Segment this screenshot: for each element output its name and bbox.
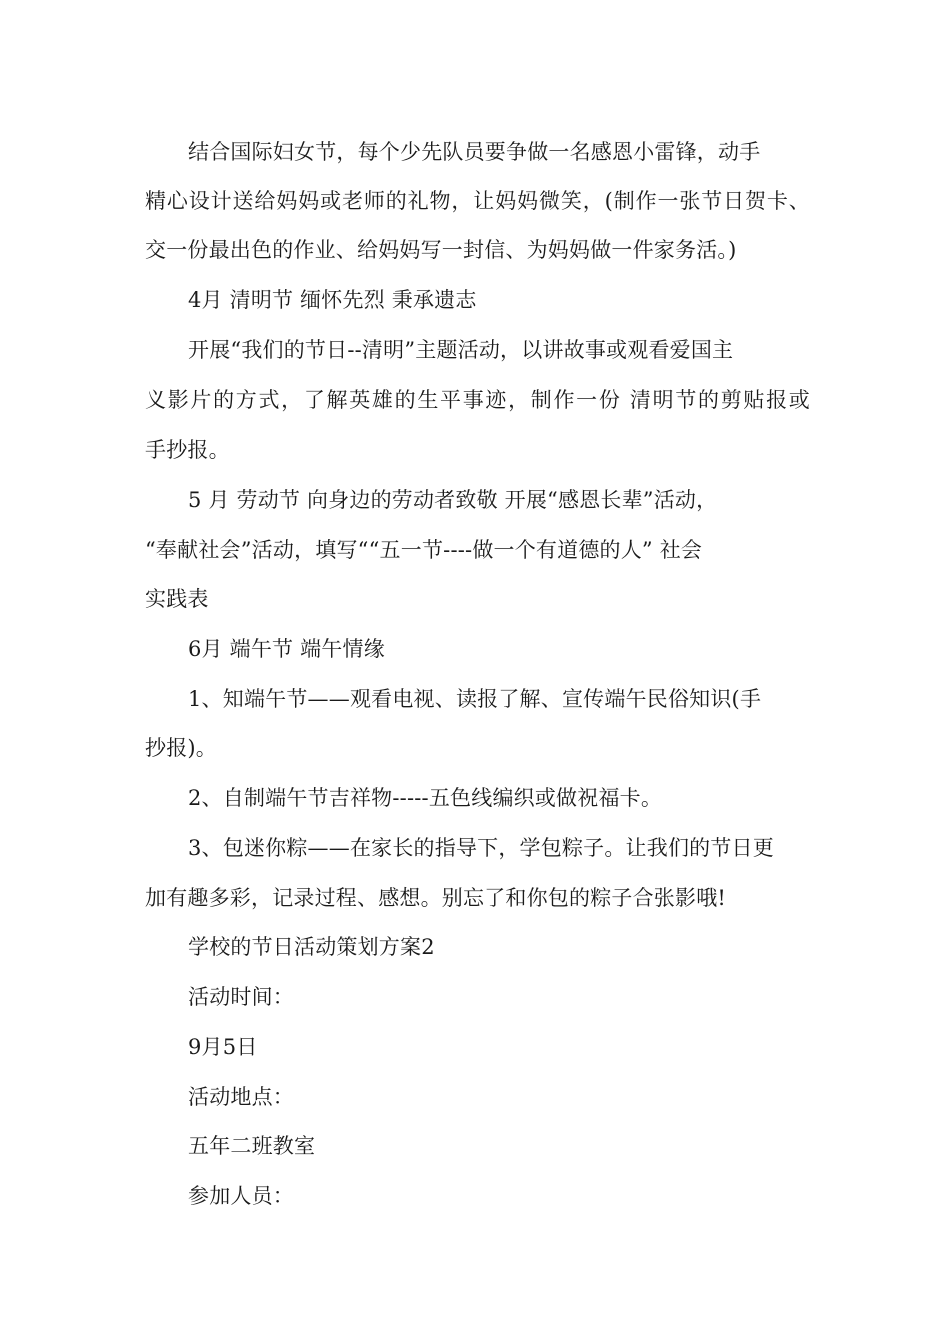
paragraph-line: 结合国际妇女节，每个少先队员要争做一名感恩小雷锋，动手 (188, 140, 761, 164)
field-value: 五年二班教室 (188, 1134, 316, 1158)
section-title: 学校的节日活动策划方案2 (188, 935, 435, 959)
paragraph-line: “奉献社会”活动，填写““五一节----做一个有道德的人” 社会 (145, 538, 703, 562)
paragraph-line: 精心设计送给妈妈或老师的礼物，让妈妈微笑，(制作一张节日贺卡、 (145, 189, 810, 213)
paragraph-line: 义影片的方式，了解英雄的生平事迹，制作一份 清明节的剪贴报或 (145, 388, 810, 412)
field-label: 活动地点： (188, 1085, 294, 1109)
field-label: 参加人员： (188, 1184, 294, 1208)
paragraph-line: 加有趣多彩，记录过程、感想。别忘了和你包的粽子合张影哦! (145, 886, 727, 910)
paragraph-line: 实践表 (145, 587, 209, 611)
paragraph-line: 3、包迷你粽——在家长的指导下，学包粽子。让我们的节日更 (188, 836, 774, 860)
section-heading: 6月 端午节 端午情缘 (188, 637, 385, 661)
field-value: 9月5日 (188, 1035, 258, 1059)
paragraph-line: 抄报)。 (145, 736, 217, 760)
section-heading: 4月 清明节 缅怀先烈 秉承遗志 (188, 288, 477, 312)
paragraph-line: 交一份最出色的作业、给妈妈写一封信、为妈妈做一件家务活。) (145, 238, 737, 262)
field-label: 活动时间： (188, 985, 294, 1009)
paragraph-line: 手抄报。 (145, 438, 230, 462)
paragraph-line: 开展“我们的节日--清明”主题活动，以讲故事或观看爱国主 (188, 338, 734, 362)
paragraph-line: 5 月 劳动节 向身边的劳动者致敬 开展“感恩长辈”活动， (188, 488, 718, 512)
paragraph-line: 1、知端午节——观看电视、读报了解、宣传端午民俗知识(手 (188, 687, 762, 711)
paragraph-line: 2、自制端午节吉祥物-----五色线编织或做祝福卡。 (188, 786, 663, 810)
